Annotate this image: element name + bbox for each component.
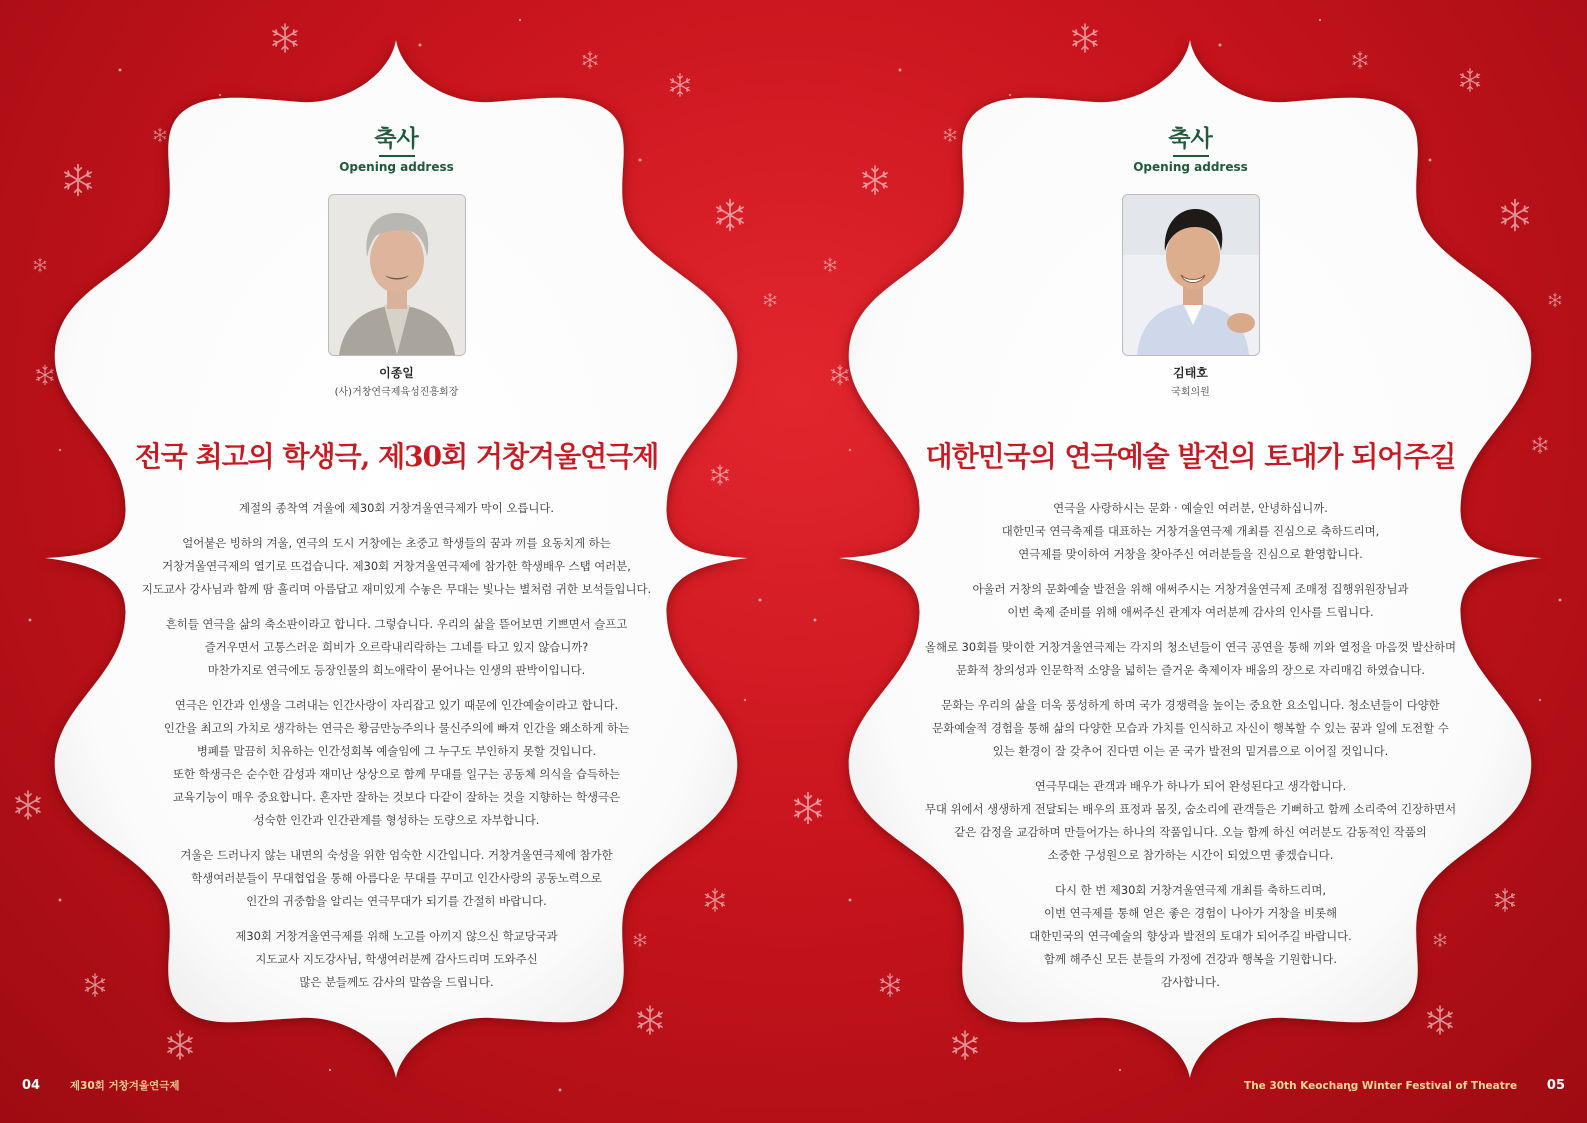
text-line: 대한민국의 연극예술의 향상과 발전의 토대가 되어주길 바랍니다. [1029,929,1352,943]
text-line: 지도교사 강사님과 함께 땀 흘리며 아름답고 재미있게 수놓은 무대는 빛나는 별처럼 귀한 보석들입니다. [141,582,652,596]
text-line: 지도교사 지도강사님, 학생여러분께 감사드리며 도와주신 [255,952,538,966]
text-line: 연극을 사랑하시는 문화 · 예술인 여러분, 안녕하십니까. [1053,501,1328,515]
text-line: 연극은 인간과 인생을 그려내는 인간사랑이 자리잡고 있기 때문에 인간예술이라고 합니다. [174,698,619,712]
left-page [0,0,793,1123]
text-line: 교육기능이 매우 중요합니다. 혼자만 잘하는 것보다 다같이 잘하는 것을 지향하는 학생극은 [173,790,620,804]
text-line: 문화적 창의성과 인문학적 소양을 넓히는 즐거운 축제이자 배움의 장으로 자리매김 하였습니다. [956,663,1425,677]
paragraph [924,775,1457,867]
section-subheading: Opening address [1133,160,1248,174]
address-content [924,125,1457,1006]
paragraph [130,613,663,682]
section-heading: 축사 [1168,126,1213,152]
section-heading: 축사 [374,126,419,152]
text-line: 많은 분들께도 감사의 말씀을 드립니다. [299,975,494,989]
text-line: 즐거우면서 고통스러운 희비가 오르락내리락하는 그네를 타고 있지 않습니까? [204,640,589,654]
paragraph [130,925,663,994]
text-line: 성숙한 인간과 인간관계를 형성하는 도량으로 자부합니다. [253,813,540,827]
address-body [924,497,1457,994]
portrait-photo [1122,194,1260,356]
text-line: 문화는 우리의 삶을 더욱 풍성하게 하며 국가 경쟁력을 높이는 중요한 요소입니다. 청소년들이 다양한 [941,698,1440,712]
person-role: (사)거창연극제육성진흥회장 [334,387,459,398]
text-line: 인간을 최고의 가치로 생각하는 연극은 황금만능주의나 물신주의에 빠져 인간을 왜소하게 하는 [163,721,630,735]
text-line: 함께 해주신 모든 분들의 가정에 건강과 행복을 기원합니다. [1043,952,1338,966]
text-line: 흔히들 연극을 삶의 축소판이라고 합니다. 그렇습니다. 우리의 삶을 뜯어보면 기쁘면서 슬프고 [165,617,628,631]
text-line: 인간의 귀중함을 알리는 연극무대가 되기를 간절히 바랍니다. [246,894,547,908]
text-line: 대한민국 연극축제를 대표하는 거창겨울연극제 개최를 진심으로 축하드리며, [1001,524,1380,538]
section-subheading: Opening address [339,160,454,174]
text-line: 병폐를 말끔히 치유하는 인간성회복 예술임에 그 누구도 부인하지 못할 것입니다. [196,744,597,758]
text-line: 계절의 종착역 겨울에 제30회 거창겨울연극제가 막이 오릅니다. [239,501,554,515]
text-line: 이번 연극제를 통해 얻은 좋은 경험이 나아가 거창을 비롯해 [1043,906,1338,920]
text-line: 다시 한 번 제30회 거창겨울연극제 개최를 축하드리며, [1055,883,1326,897]
footer-title: 제30회 거창겨울연극제 [69,1080,180,1092]
text-line: 겨울은 드러나지 않는 내면의 숙성을 위한 엄숙한 시간입니다. 거창겨울연극제에 참가한 [180,848,613,862]
address-body [130,497,663,994]
text-line: 연극무대는 관객과 배우가 하나가 되어 완성된다고 생각합니다. [1034,779,1347,793]
text-line: 같은 감정을 교감하며 만들어가는 하나의 작품입니다. 오늘 함께 하신 여러분도 감동적인 작품의 [954,825,1427,839]
heading-underline [379,155,415,157]
text-line: 얼어붙은 빙하의 겨울, 연극의 도시 거창에는 초중고 학생들의 꿈과 끼를 요동치게 하는 [182,536,611,550]
heading-underline [1173,155,1209,157]
text-line: 감사합니다. [1161,975,1220,989]
text-line: 연극제를 맞이하여 거창을 찾아주신 여러분들을 진심으로 환영합니다. [1018,547,1363,561]
portrait-photo [328,194,466,356]
page-number: 05 [1546,1078,1565,1093]
text-line: 무대 위에서 생생하게 전달되는 배우의 표정과 몸짓, 숨소리에 관객들은 기뻐하고 함께 소리죽여 긴장하면서 [924,802,1457,816]
page-footer [1244,1078,1565,1093]
text-line: 소중한 구성원으로 참가하는 시간이 되었으면 좋겠습니다. [1047,848,1334,862]
text-line: 문화예술적 경험을 통해 삶의 다양한 모습과 가치를 인식하고 자신이 행복할 수 있는 꿈과 일에 도전할 수 [932,721,1449,735]
text-line: 학생여러분들이 무대협업을 통해 아름다운 무대를 꾸미고 인간사랑의 공동노력으로 [191,871,602,885]
paragraph [924,694,1457,763]
paragraph [924,578,1457,624]
paragraph [130,532,663,601]
text-line: 또한 학생극은 순수한 감성과 재미난 상상으로 함께 무대를 일구는 공동체 의식을 습득하는 [173,767,620,781]
text-line: 거창겨울연극제의 열기로 뜨겁습니다. 제30회 거창겨울연극제에 참가한 학생배우 스탭 여러분, [162,559,631,573]
paragraph [130,844,663,913]
page-footer [22,1078,179,1093]
footer-title: The 30th Keochang Winter Festival of Theatre [1244,1080,1518,1092]
paragraph [130,694,663,832]
text-line: 제30회 거창겨울연극제를 위해 노고를 아끼지 않으신 학교당국과 [235,929,558,943]
text-line: 있는 환경이 잘 갖추어 진다면 이는 곧 국가 발전의 밑거름으로 이어질 것입니다. [992,744,1389,758]
right-page [794,0,1587,1123]
text-line: 이번 축제 준비를 위해 애써주신 관계자 여러분께 감사의 인사를 드립니다. [1007,605,1374,619]
page-number: 04 [22,1078,41,1093]
person-name: 이종일 [379,366,414,380]
address-title: 대한민국의 연극예술 발전의 토대가 되어주길 [925,440,1456,473]
person-role: 국회의원 [1171,387,1210,398]
paragraph [924,497,1457,566]
paragraph [130,497,663,520]
paragraph [924,879,1457,994]
text-line: 올해로 30회를 맞이한 거창겨울연극제는 각지의 청소년들이 연극 공연을 통해 끼와 열정을 마음껏 발산하며 [924,640,1457,654]
text-line: 마찬가지로 연극에도 등장인물의 희노애락이 묻어나는 인생의 판박이입니다. [207,663,586,677]
text-line: 아울러 거창의 문화예술 발전을 위해 애써주시는 거창겨울연극제 조매정 집행위원장님과 [972,582,1409,596]
person-name: 김태호 [1173,366,1208,380]
address-title: 전국 최고의 학생극, 제30회 거창겨울연극제 [134,440,659,473]
paragraph [924,636,1457,682]
address-content [130,125,663,1006]
